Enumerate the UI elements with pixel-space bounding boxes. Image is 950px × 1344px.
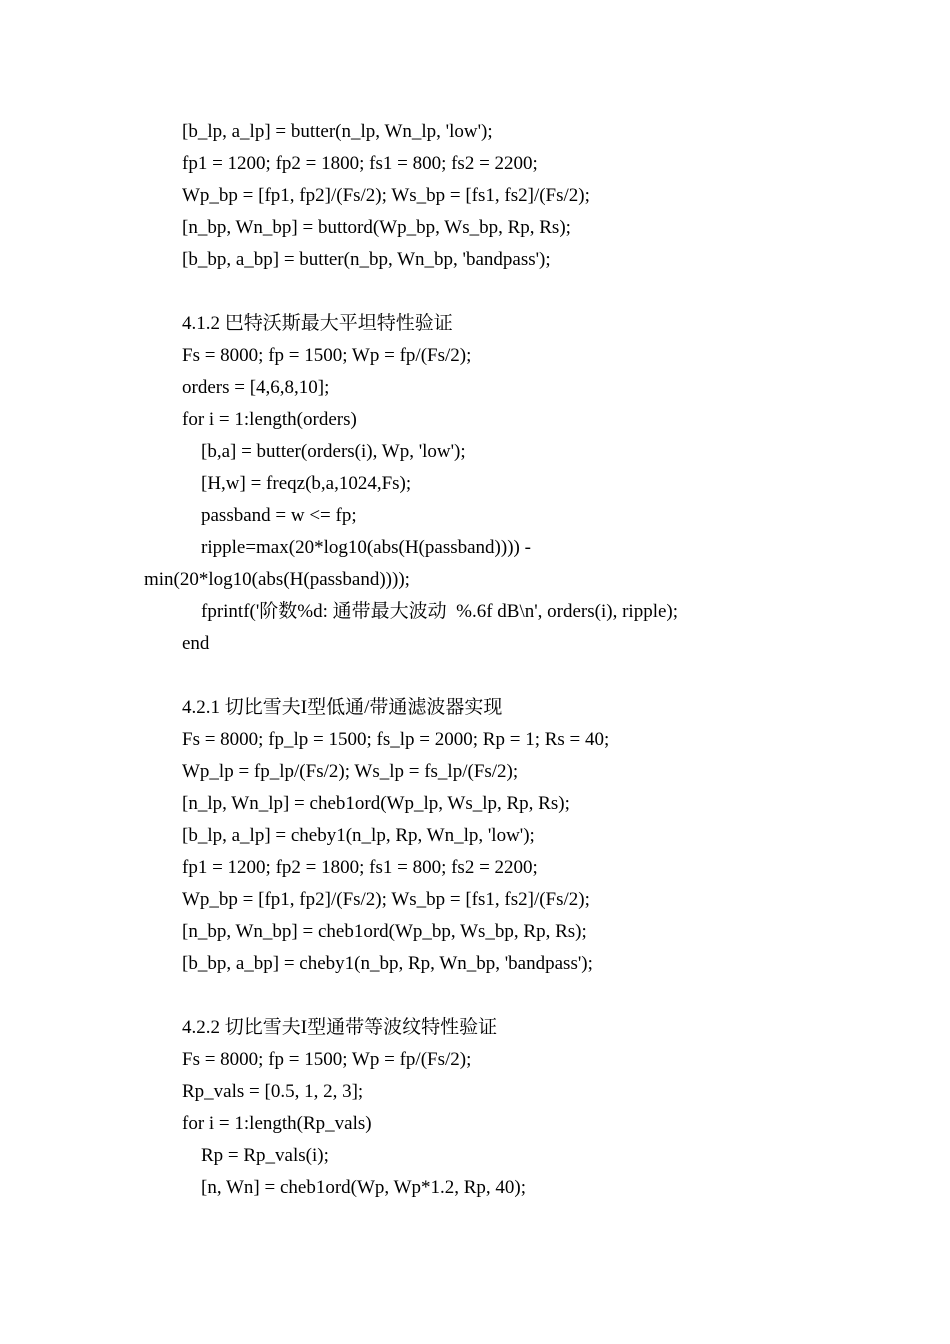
code-line: Wp_bp = [fp1, fp2]/(Fs/2); Ws_bp = [fs1, fs2]/(Fs/2); [182,185,590,206]
code-line: [b_lp, a_lp] = butter(n_lp, Wn_lp, 'low'); [182,121,493,142]
code-line: [n, Wn] = cheb1ord(Wp, Wp*1.2, Rp, 40); [201,1177,527,1198]
section-heading: 4.2.1 切比雪夫I型低通/带通滤波器实现 [182,697,503,718]
code-line: [n_bp, Wn_bp] = cheb1ord(Wp_bp, Ws_bp, Rp, Rs); [182,921,587,942]
section-heading: 4.2.2 切比雪夫I型通带等波纹特性验证 [182,1017,498,1038]
section-heading: 4.1.2 巴特沃斯最大平坦特性验证 [182,313,453,334]
code-line: fp1 = 1200; fp2 = 1800; fs1 = 800; fs2 = 2200; [182,857,538,878]
code-line: [b_lp, a_lp] = cheby1(n_lp, Rp, Wn_lp, 'low'); [182,825,535,846]
code-line: fprintf('阶数%d: 通带最大波动 %.6f dB\n', orders(i), ripple); [201,601,679,622]
code-line: orders = [4,6,8,10]; [182,377,330,398]
code-line: Fs = 8000; fp = 1500; Wp = fp/(Fs/2); [182,345,472,366]
code-line: ripple=max(20*log10(abs(H(passband)))) - [201,537,531,558]
code-line: Wp_bp = [fp1, fp2]/(Fs/2); Ws_bp = [fs1, fs2]/(Fs/2); [182,889,590,910]
code-line: Fs = 8000; fp = 1500; Wp = fp/(Fs/2); [182,1049,472,1070]
code-line: passband = w <= fp; [201,505,357,526]
code-line: min(20*log10(abs(H(passband)))); [144,569,410,590]
code-line: fp1 = 1200; fp2 = 1800; fs1 = 800; fs2 = 2200; [182,153,538,174]
code-line: for i = 1:length(Rp_vals) [182,1113,372,1134]
code-line: Fs = 8000; fp_lp = 1500; fs_lp = 2000; Rp = 1; Rs = 40; [182,729,610,750]
code-line: Rp = Rp_vals(i); [201,1145,329,1166]
code-line: [b_bp, a_bp] = cheby1(n_bp, Rp, Wn_bp, 'bandpass'); [182,953,593,974]
code-line: [b_bp, a_bp] = butter(n_bp, Wn_bp, 'bandpass'); [182,249,551,270]
code-line: [b,a] = butter(orders(i), Wp, 'low'); [201,441,466,462]
code-line: Rp_vals = [0.5, 1, 2, 3]; [182,1081,364,1102]
code-line: Wp_lp = fp_lp/(Fs/2); Ws_lp = fs_lp/(Fs/2); [182,761,519,782]
code-line: [H,w] = freqz(b,a,1024,Fs); [201,473,412,494]
code-line: [n_lp, Wn_lp] = cheb1ord(Wp_lp, Ws_lp, Rp, Rs); [182,793,570,814]
code-line: [n_bp, Wn_bp] = buttord(Wp_bp, Ws_bp, Rp, Rs); [182,217,571,238]
code-line: end [182,633,210,654]
code-line: for i = 1:length(orders) [182,409,357,430]
